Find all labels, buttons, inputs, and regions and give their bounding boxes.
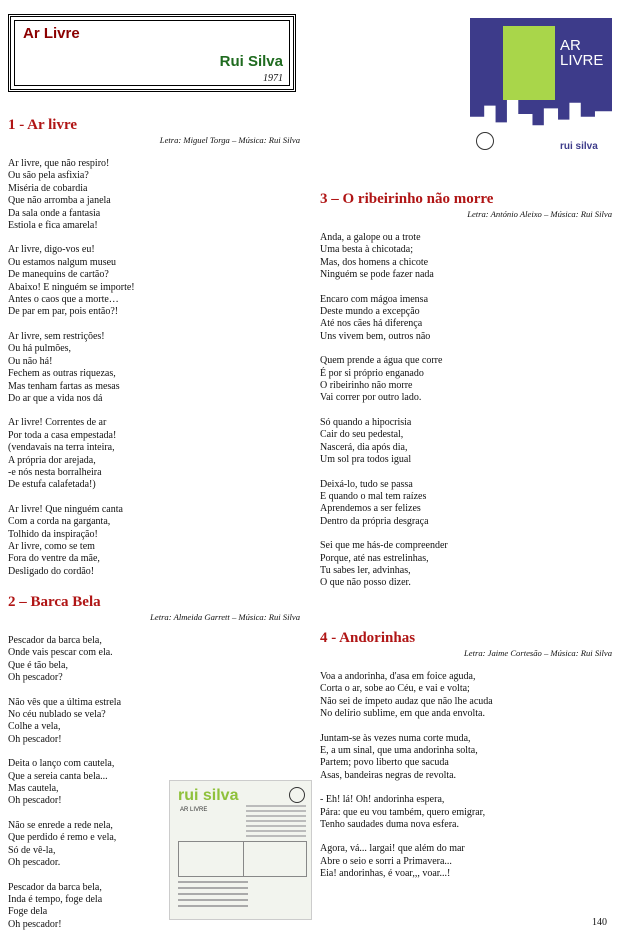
verse-line: Agora, vá... largai! que além do mar bbox=[320, 843, 465, 855]
album-cover-image bbox=[470, 18, 612, 156]
stanza bbox=[320, 232, 612, 282]
verse-line: Onde vais pescar com ela. bbox=[8, 647, 113, 659]
verse-line: Ar livre, digo-vos eu! bbox=[8, 244, 95, 256]
verse-line: E, a um sinal, que uma andorinha solta, bbox=[320, 745, 478, 757]
back-cover-text-block bbox=[246, 805, 306, 840]
verse-line: No delírio sublime, em que anda envolta. bbox=[320, 708, 485, 720]
verse-line: Estiola e fica amarela! bbox=[8, 220, 98, 232]
verse-line: Ar livre, sem restrições! bbox=[8, 330, 105, 342]
verse-line: Não sei de ímpeto audaz que não lhe acuda bbox=[320, 695, 493, 707]
verse-line: Que a sereia canta bela... bbox=[8, 770, 108, 782]
song-o-ribeirinho-nao-morre bbox=[320, 191, 612, 602]
verse-line: Deste mundo a excepção bbox=[320, 306, 420, 318]
back-cover-artist: rui silva bbox=[178, 787, 239, 804]
verse-line: De estufa calafetada!) bbox=[8, 479, 96, 491]
verse-line: Nascerá, dia após dia, bbox=[320, 441, 408, 453]
cover-artist: rui silva bbox=[560, 141, 598, 152]
verse-line: De manequins de cartão? bbox=[8, 269, 109, 281]
verse-line: Inda é tempo, foge dela bbox=[8, 893, 103, 905]
verse-line: Do ar que a vida nos dá bbox=[8, 392, 103, 404]
verse-line: Com a corda na garganta, bbox=[8, 516, 111, 528]
verse-line: -e nós nesta borralheira bbox=[8, 466, 102, 478]
back-cover-credits-block bbox=[178, 881, 248, 911]
verse-line: Ar livre! Correntes de ar bbox=[8, 417, 107, 429]
verse-line: Oh pescador! bbox=[8, 918, 62, 930]
stanza bbox=[8, 244, 300, 318]
verse-line: Ar livre, que não respiro! bbox=[8, 158, 110, 169]
verse-line: Oh pescador? bbox=[8, 672, 63, 684]
verse-line: Vai correr por outro lado. bbox=[320, 392, 422, 404]
verse-line: Por toda a casa empestada! bbox=[8, 429, 117, 441]
verse-line: Sei que me hás-de compreender bbox=[320, 540, 448, 552]
release-year: 1971 bbox=[263, 73, 283, 84]
album-title: Ar Livre bbox=[23, 25, 80, 42]
verse-line: Juntam-se às vezes numa corte muda, bbox=[320, 732, 471, 744]
stanza bbox=[320, 733, 612, 783]
verse-line: Uma besta à chicotada; bbox=[320, 244, 414, 256]
verse-line: É por si próprio enganado bbox=[320, 367, 424, 379]
verse-line: No céu nublado se vela? bbox=[8, 709, 106, 721]
page-number: 140 bbox=[592, 917, 607, 928]
cover-title: AR LIVRE bbox=[560, 37, 604, 69]
song-title: 1 - Ar livre bbox=[8, 117, 78, 133]
verse-line: Antes o caos que a morte… bbox=[8, 294, 119, 306]
verse-line: De par em par, pois então?! bbox=[8, 306, 119, 318]
verse-line: Tolhido da inspiração! bbox=[8, 528, 98, 540]
verse-line: Ar livre, como se tem bbox=[8, 540, 95, 552]
stanza bbox=[320, 355, 612, 405]
stanza bbox=[320, 540, 612, 590]
verse-line: Mas tenham fartas as mesas bbox=[8, 380, 120, 392]
back-cover-title: AR LIVRE bbox=[180, 807, 208, 813]
verse-line: Foge dela bbox=[8, 906, 48, 918]
verse-line: Asas, bandeiras negras de revolta. bbox=[320, 769, 457, 781]
verse-line: Que não arromba a janela bbox=[8, 195, 111, 207]
verse-line: Colhe a vela, bbox=[8, 721, 61, 733]
verse-line: Tu sabes ler, advinhas, bbox=[320, 564, 411, 576]
verse-line: (vendavais na terra inteira, bbox=[8, 442, 115, 454]
artist-name: Rui Silva bbox=[219, 53, 283, 70]
verse-line: Ou estamos nalgum museu bbox=[8, 256, 117, 268]
verse-line: Até nos cães há diferença bbox=[320, 318, 423, 330]
verse-line: A própria dor arejada, bbox=[8, 454, 96, 466]
stanza bbox=[8, 417, 300, 491]
album-back-cover-image bbox=[169, 780, 312, 920]
verse-line: Encaro com mágoa imensa bbox=[320, 293, 429, 305]
verse-line: Ninguém se pode fazer nada bbox=[320, 269, 434, 281]
verse-line: Um sol pra todos igual bbox=[320, 454, 412, 466]
song-andorinhas bbox=[320, 630, 612, 893]
verse-line: Oh pescador! bbox=[8, 733, 62, 745]
verse-line: E quando o mal tem raízes bbox=[320, 490, 427, 502]
verse-line: Miséria de cobardia bbox=[8, 182, 88, 194]
stanza bbox=[320, 417, 612, 467]
title-box bbox=[8, 14, 296, 92]
stanza bbox=[320, 294, 612, 344]
song-credit: Letra: Almeida Garrett – Música: Rui Silva bbox=[150, 612, 300, 622]
record-label-logo-icon bbox=[476, 132, 494, 150]
verse-line: Da sala onde a fantasia bbox=[8, 207, 101, 219]
cover-green-block bbox=[503, 26, 555, 100]
verse-line: Partem; povo liberto que sacuda bbox=[320, 757, 449, 769]
song-title: 4 - Andorinhas bbox=[320, 630, 416, 646]
stanza bbox=[320, 671, 612, 721]
verse-line: Pescador da barca bela, bbox=[8, 635, 102, 646]
verse-line: Não se enrede a rede nela, bbox=[8, 819, 113, 831]
verse-line: Oh pescador. bbox=[8, 857, 61, 869]
verse-line: Abre o seio e sorri a Primavera... bbox=[320, 855, 452, 867]
verse-line: Corta o ar, sobe ao Céu, e vai e volta; bbox=[320, 683, 470, 695]
verse-line: Pára: que eu vou também, quero emigrar, bbox=[320, 806, 486, 818]
verse-line: Só de vê-la, bbox=[8, 844, 56, 856]
verse-line: Eia! andorinhas, é voar,,, voar...! bbox=[320, 868, 451, 880]
verse-line: O ribeirinho não morre bbox=[320, 380, 413, 392]
verse-line: Oh pescador! bbox=[8, 795, 62, 807]
stanza bbox=[320, 843, 612, 880]
stanza bbox=[8, 635, 300, 685]
verse-line: Voa a andorinha, d'asa em foice aguda, bbox=[320, 671, 476, 682]
verse-line: Mas cautela, bbox=[8, 783, 59, 795]
verse-line: Deita o lanço com cautela, bbox=[8, 758, 115, 770]
verse-line: Desligado do cordão! bbox=[8, 565, 95, 577]
verse-line: O que não posso dizer. bbox=[320, 577, 411, 589]
stanza bbox=[8, 504, 300, 578]
song-credit: Letra: António Aleixo – Música: Rui Silva bbox=[467, 209, 612, 219]
record-label-logo-icon bbox=[289, 787, 305, 803]
verse-line: Fechem as outras riquezas, bbox=[8, 368, 116, 380]
verse-line: Uns vivem bem, outros não bbox=[320, 330, 431, 342]
verse-line: Porque, até nas estrelinhas, bbox=[320, 552, 429, 564]
verse-line: Quem prende a água que corre bbox=[320, 355, 443, 367]
verse-line: Deixá-lo, tudo se passa bbox=[320, 478, 413, 490]
verse-line: Aprendemos a ser felizes bbox=[320, 503, 421, 515]
song-title: 2 – Barca Bela bbox=[8, 594, 101, 610]
verse-line: Tenho saudades duma nova esfera. bbox=[320, 819, 459, 831]
verse-line: Não vês que a última estrela bbox=[8, 696, 122, 708]
stanza bbox=[320, 479, 612, 529]
stanza bbox=[8, 158, 300, 232]
song-title: 3 – O ribeirinho não morre bbox=[320, 191, 494, 207]
verse-line: Mas, dos homens a chicote bbox=[320, 256, 429, 268]
verse-line: Cair do seu pedestal, bbox=[320, 429, 404, 441]
verse-line: - Eh! lá! Oh! andorinha espera, bbox=[320, 794, 445, 806]
verse-line: Que perdido é remo e vela, bbox=[8, 832, 117, 844]
song-credit: Letra: Miguel Torga – Música: Rui Silva bbox=[159, 135, 300, 145]
song-ar-livre bbox=[8, 117, 300, 590]
verse-line: Ou há pulmões, bbox=[8, 343, 72, 355]
back-cover-tracklist-table bbox=[178, 841, 307, 877]
verse-line: Pescador da barca bela, bbox=[8, 881, 102, 893]
stanza bbox=[8, 697, 300, 747]
verse-line: Ar livre! Que ninguém canta bbox=[8, 503, 123, 515]
stanza bbox=[320, 794, 612, 831]
stanza bbox=[8, 331, 300, 405]
verse-line: Dentro da própria desgraça bbox=[320, 515, 429, 527]
verse-line: Anda, a galope ou a trote bbox=[320, 232, 421, 243]
verse-line: Ou não há! bbox=[8, 355, 53, 367]
verse-line: Abaixo! E ninguém se importe! bbox=[8, 281, 135, 293]
verse-line: Fora do ventre da mãe, bbox=[8, 553, 100, 565]
song-credit: Letra: Jaime Cortesão – Música: Rui Silva bbox=[464, 648, 612, 658]
verse-line: Que é tão bela, bbox=[8, 659, 68, 671]
verse-line: Só quando a hipocrisia bbox=[320, 416, 412, 428]
verse-line: Ou são pela asfixia? bbox=[8, 170, 89, 182]
